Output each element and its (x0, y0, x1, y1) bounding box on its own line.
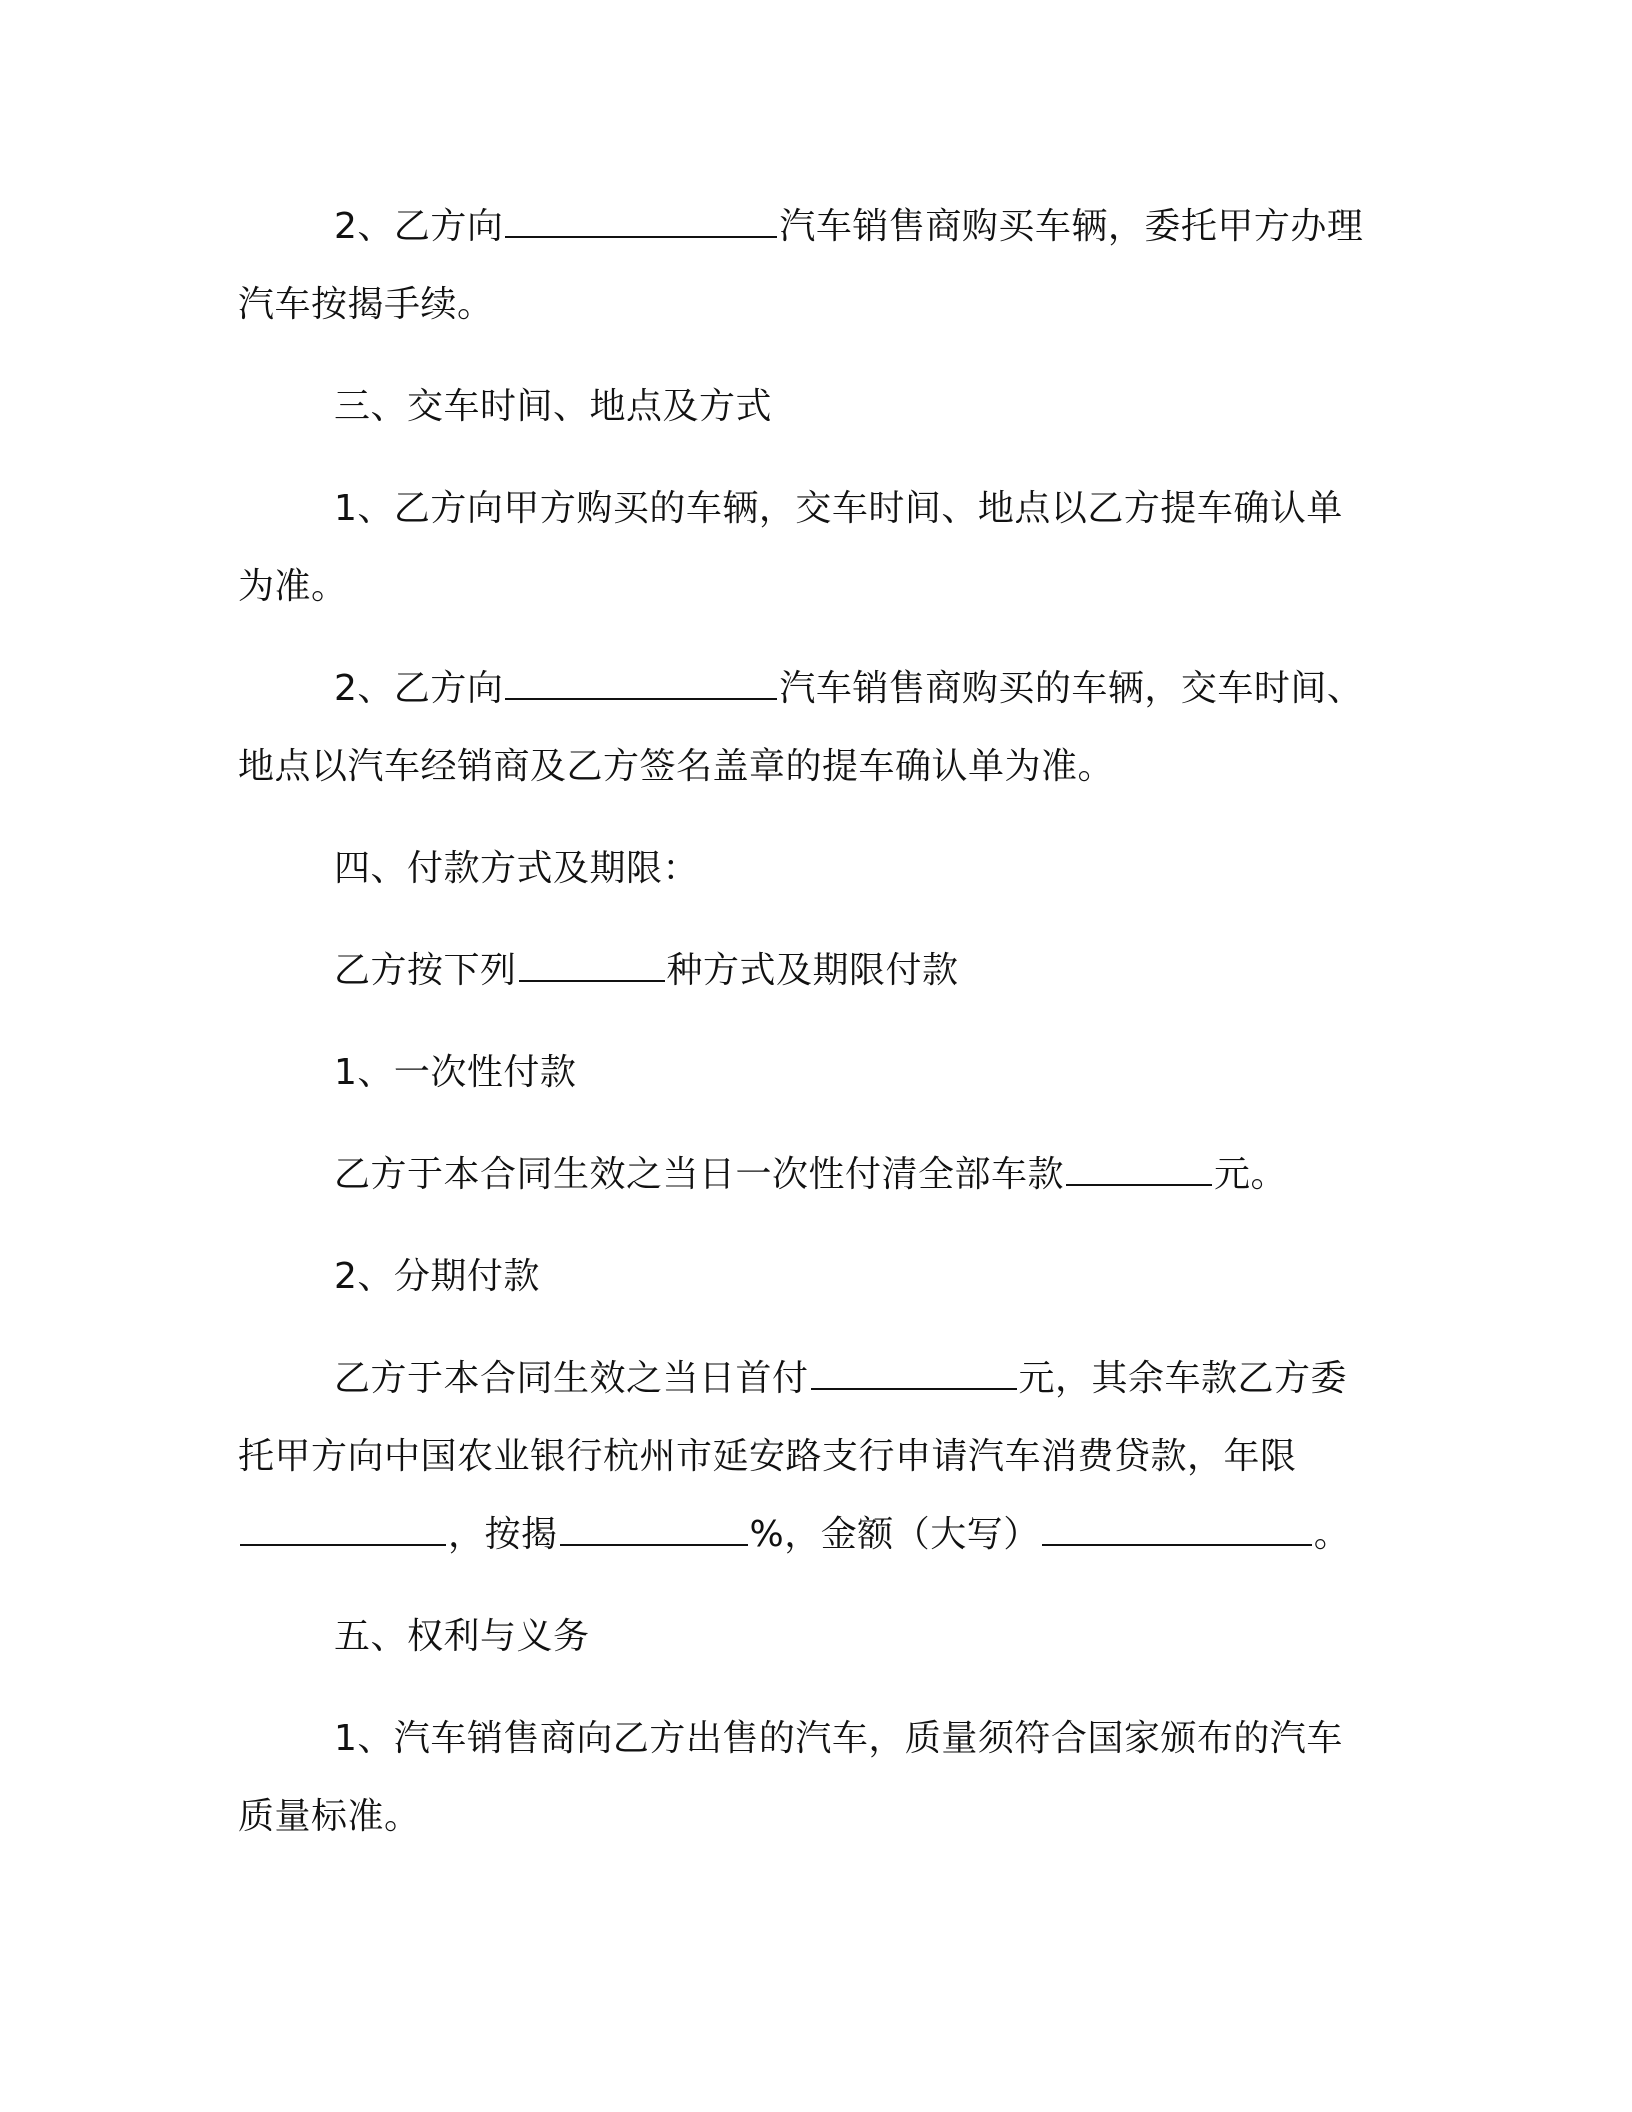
clause-2-purchase: 2、乙方向 汽车销售商购买车辆，委托甲方办理汽车按揭手续。 (238, 206, 1364, 325)
document-body (238, 188, 1368, 1880)
clause-3-1: 1、乙方向甲方购买的车辆，交车时间、地点以乙方提车确认单为准。 (238, 488, 1343, 607)
payment-method-choice: 乙方按下列 种方式及期限付款 (334, 950, 959, 991)
method-choice-blank (519, 950, 665, 982)
clause-4-1-title: 1、一次性付款 (334, 1052, 577, 1093)
full-payment-amount-blank (1066, 1154, 1212, 1186)
section-5-heading: 五、权利与义务 (334, 1616, 590, 1657)
clause-5-1: 1、汽车销售商向乙方出售的汽车，质量须符合国家颁布的汽车质量标准。 (238, 1718, 1343, 1837)
loan-term-blank (240, 1514, 446, 1546)
dealer-name-blank (505, 206, 777, 238)
section-3-heading: 三、交车时间、地点及方式 (334, 386, 773, 427)
clause-3-2: 2、乙方向 汽车销售商购买的车辆，交车时间、地点以汽车经销商及乙方签名盖章的提车确认单为准。 (238, 668, 1364, 787)
section-4-heading: 四、付款方式及期限： (334, 848, 700, 889)
mortgage-rate-blank (560, 1514, 748, 1546)
dealer-name-blank-2 (505, 668, 777, 700)
clause-4-2-title: 2、分期付款 (334, 1256, 540, 1297)
amount-words-blank (1042, 1514, 1312, 1546)
down-payment-blank (811, 1358, 1017, 1390)
clause-4-1-text: 乙方于本合同生效之当日一次性付清全部车款 元。 (334, 1154, 1288, 1195)
clause-4-2-text: 乙方于本合同生效之当日首付 元，其余车款乙方委托甲方向中国农业银行杭州市延安路支行申请汽车消费贷款，年限，按揭 %，金额（大写） 。 (238, 1358, 1351, 1555)
